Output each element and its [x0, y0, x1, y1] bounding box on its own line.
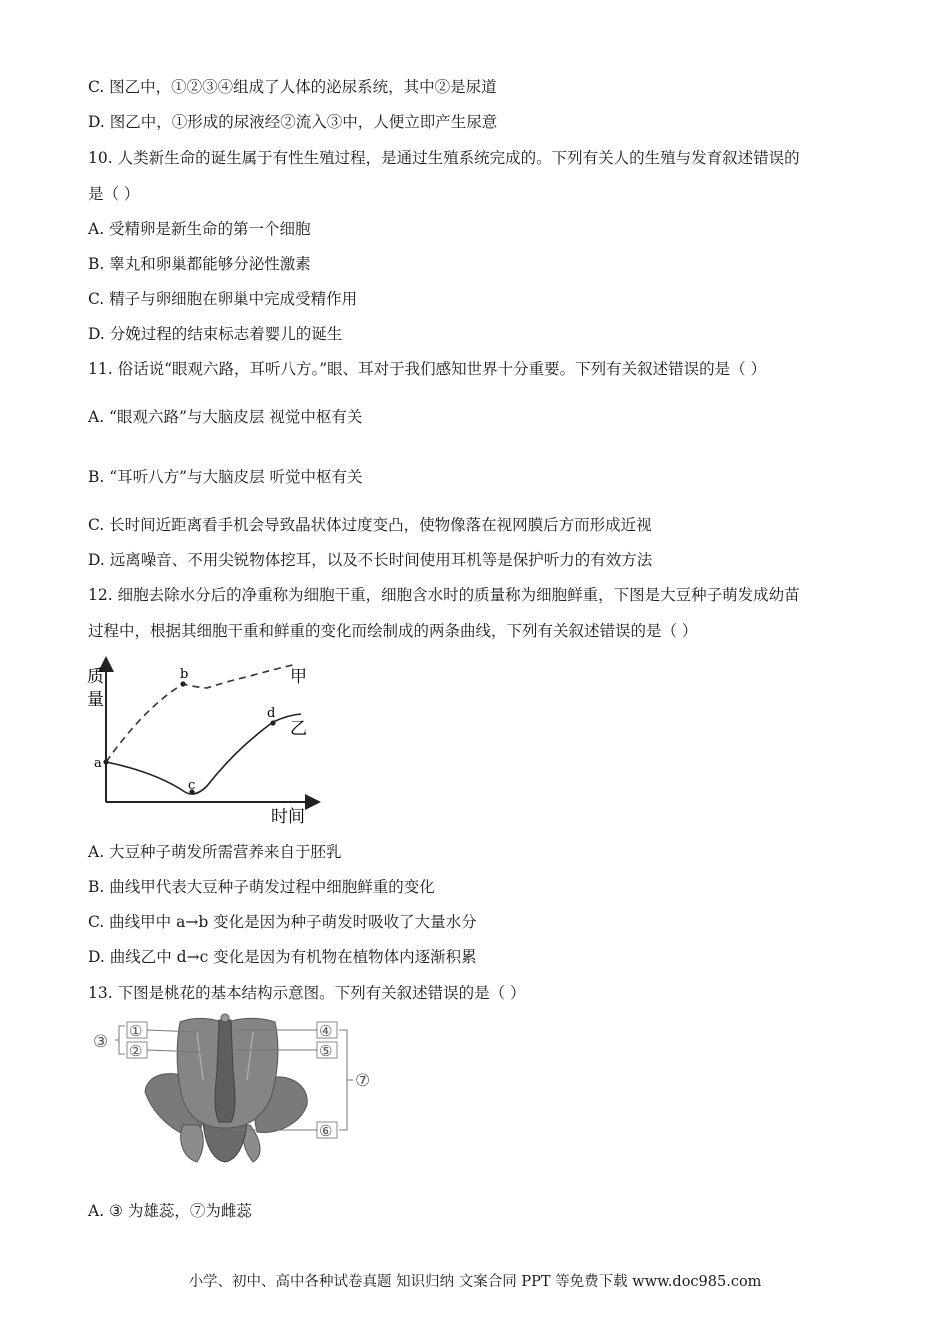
peach-flower-diagram	[85, 1010, 385, 1170]
q12-option-b: B. 曲线甲代表大豆种子萌发过程中细胞鲜重的变化	[88, 878, 435, 896]
question-10-stem: 10. 人类新生命的诞生属于有性生殖过程，是通过生殖系统完成的。下列有关人的生殖与发育叙述错误的	[88, 149, 800, 167]
label-c: c	[188, 778, 196, 793]
label-d: d	[267, 706, 276, 721]
num-6: ⑥	[319, 1122, 333, 1140]
line-q9c: C. 图乙中，①②③④组成了人体的泌尿系统，其中②是尿道	[88, 78, 497, 96]
stigma	[221, 1014, 229, 1022]
q11-option-a: A. “眼观六路”与大脑皮层 视觉中枢有关	[88, 408, 363, 426]
left-sepal	[181, 1125, 204, 1162]
num-7: ⑦	[355, 1071, 371, 1091]
question-10-stem-cont: 是（ ）	[88, 185, 140, 203]
point-a	[103, 759, 108, 764]
point-b	[180, 681, 185, 686]
y-label-1: 质	[87, 667, 104, 687]
q10-option-a: A. 受精卵是新生命的第一个细胞	[88, 220, 311, 238]
num-1: ①	[129, 1022, 143, 1040]
label-yi: 乙	[290, 719, 307, 739]
q12-option-c: C. 曲线甲中 a→b 变化是因为种子萌发时吸收了大量水分	[88, 913, 477, 931]
num-4: ④	[319, 1022, 333, 1040]
q12-option-a: A. 大豆种子萌发所需营养来自于胚乳	[88, 843, 342, 861]
weight-time-graph	[85, 652, 330, 830]
label-jia: 甲	[290, 667, 307, 687]
q11-option-d: D. 远离噪音、不用尖锐物体挖耳，以及不长时间使用耳机等是保护听力的有效方法	[88, 551, 653, 569]
q11-option-c: C. 长时间近距离看手机会导致晶状体过度变凸，使物像落在视网膜后方而形成近视	[88, 516, 652, 534]
q11-option-b: B. “耳听八方”与大脑皮层 听觉中枢有关	[88, 468, 363, 486]
question-11-stem: 11. 俗话说“眼观六路，耳听八方。”眼、耳对于我们感知世界十分重要。下列有关叙述错误的是（ ）	[88, 360, 767, 378]
q10-option-d: D. 分娩过程的结束标志着婴儿的诞生	[88, 325, 343, 343]
curve-yi	[106, 714, 301, 794]
bracket-3	[115, 1026, 125, 1054]
num-5: ⑤	[319, 1042, 333, 1060]
page-footer: 小学、初中、高中各种试卷真题 知识归纳 文案合同 PPT 等免费下载 www.doc985.com	[188, 1274, 762, 1290]
bracket-7	[339, 1030, 353, 1130]
question-12-stem: 12. 细胞去除水分后的净重称为细胞干重，细胞含水时的质量称为细胞鲜重，下图是大豆种子萌发成幼苗	[88, 586, 800, 604]
q12-option-d: D. 曲线乙中 d→c 变化是因为有机物在植物体内逐渐积累	[88, 948, 477, 966]
q10-option-c: C. 精子与卵细胞在卵巢中完成受精作用	[88, 290, 358, 308]
point-d	[270, 720, 275, 725]
q13-option-a: A. ③ 为雄蕊，⑦为雌蕊	[88, 1202, 252, 1220]
label-b: b	[180, 667, 189, 682]
label-a: a	[94, 756, 102, 771]
q10-option-b: B. 睾丸和卵巢都能够分泌性激素	[88, 255, 311, 273]
question-13-stem: 13. 下图是桃花的基本结构示意图。下列有关叙述错误的是（ ）	[88, 984, 526, 1002]
line-q9d: D. 图乙中，①形成的尿液经②流入③中，人便立即产生尿意	[88, 113, 498, 131]
pistil	[215, 1020, 235, 1122]
x-label: 时间	[271, 807, 305, 827]
y-label-2: 量	[87, 690, 104, 710]
num-2: ②	[129, 1042, 143, 1060]
num-3: ③	[93, 1032, 109, 1052]
question-12-stem-cont: 过程中，根据其细胞干重和鲜重的变化而绘制成的两条曲线，下列有关叙述错误的是（ ）	[88, 622, 698, 640]
